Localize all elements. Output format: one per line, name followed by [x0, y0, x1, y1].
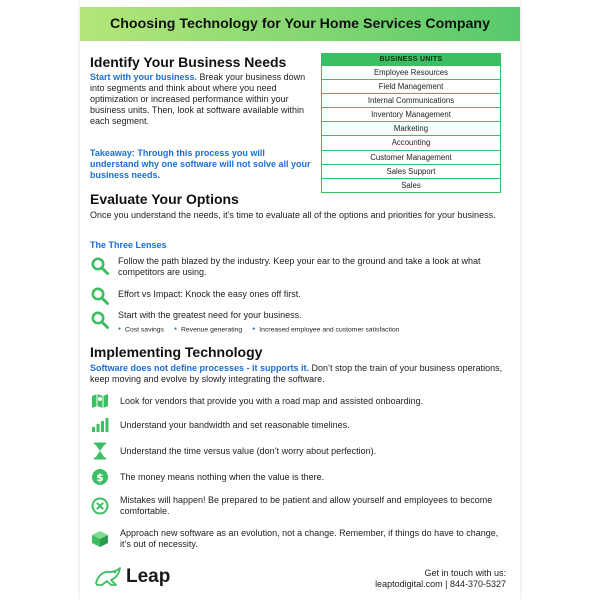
magnifier-icon [90, 286, 112, 311]
x-circle-icon [90, 496, 110, 516]
implementing-lead-rest: Don’t stop the train of your business operations, keep moving and evolve by slowly integrating the software. [90, 363, 503, 384]
identify-paragraph [90, 72, 312, 127]
magnifier-icon [90, 310, 112, 335]
hourglass-icon [90, 441, 110, 461]
identify-lead-bold: Start with your business. [90, 72, 198, 82]
magnifier-icon [90, 256, 112, 281]
implementing-text: Look for vendors that provide you with a road map and assisted onboarding. [120, 395, 424, 406]
lens-text: Effort vs Impact: Knock the easy ones off first. [118, 289, 301, 299]
implementing-item [90, 495, 510, 517]
implementing-heading: Implementing Technology [90, 344, 263, 360]
identify-takeaway: Takeaway: Through this process you will understand why one software will not solve all your business needs. [90, 148, 311, 180]
evaluate-intro: Once you understand the needs, it’s time to evaluate all of the options and priorities for your business. [90, 210, 496, 220]
logo-wordmark: Leap [126, 566, 171, 587]
business-unit: Field Management [322, 79, 500, 93]
business-units-header: BUSINESS UNITS [322, 54, 500, 65]
business-unit: Customer Management [322, 150, 500, 164]
flyer-page [80, 0, 520, 600]
implementing-lead-bold: Software does not define processes - it supports it. [90, 363, 310, 373]
identify-heading: Identify Your Business Needs [90, 54, 287, 70]
cube-icon [90, 529, 110, 549]
lens-text: Follow the path blazed by the industry. Keep your ear to the ground and take a look at what competitors are using. [118, 256, 481, 277]
implementing-item [90, 467, 510, 487]
bullet-item: ● Cost savings [118, 324, 164, 335]
contact-details[interactable]: leaptodigital.com | 844-370-5327 [375, 579, 506, 589]
signal-bars-icon [90, 415, 110, 435]
implementing-item [90, 391, 510, 411]
page-title: Choosing Technology for Your Home Services Company [110, 16, 490, 32]
implementing-item [90, 528, 510, 550]
business-unit: Inventory Management [322, 107, 500, 121]
implementing-item [90, 441, 510, 461]
contact-heading: Get in touch with us: [424, 568, 506, 578]
contact-block [375, 568, 506, 590]
evaluate-heading: Evaluate Your Options [90, 191, 239, 207]
lens-text [112, 310, 399, 335]
leap-logo [94, 566, 170, 588]
lens-item [90, 286, 510, 311]
frog-icon [94, 566, 122, 588]
implementing-paragraph [90, 363, 510, 385]
implementing-text: Mistakes will happen! Be prepared to be patient and allow yourself and employees to become comfortable. [120, 495, 493, 516]
implementing-item [90, 415, 510, 435]
identify-lead-rest: Break your business down into segments and think about where you need optimization or increased performance within your business units. Then, look at software available within each segment. [90, 72, 306, 126]
business-unit: Sales [322, 178, 500, 192]
lens-item [90, 310, 510, 335]
lens-item [90, 256, 510, 281]
business-unit: Accounting [322, 135, 500, 149]
business-unit: Employee Resources [322, 65, 500, 79]
implementing-text: Understand the time versus value (don’t worry about perfection). [120, 445, 377, 456]
business-unit: Sales Support [322, 164, 500, 178]
title-banner [80, 7, 520, 41]
implementing-text: Approach new software as an evolution, not a change. Remember, if things do have to change, it’s out of necessity. [120, 528, 499, 549]
business-unit: Marketing [322, 121, 500, 135]
business-unit: Internal Communications [322, 93, 500, 107]
bullet-item: ● Increased employee and customer satisfaction [252, 324, 399, 335]
implementing-text: Understand your bandwidth and set reasonable timelines. [120, 419, 350, 430]
svg-text:$: $ [96, 471, 104, 484]
lenses-title: The Three Lenses [90, 240, 167, 250]
dollar-icon [90, 467, 110, 487]
business-units-table [321, 53, 501, 193]
map-icon [90, 391, 110, 411]
lens-bullets [118, 324, 399, 335]
implementing-text: The money means nothing when the value is there. [120, 471, 325, 482]
bullet-item: ● Revenue generating [174, 324, 242, 335]
lens-text-main: Start with the greatest need for your business. [118, 310, 302, 320]
